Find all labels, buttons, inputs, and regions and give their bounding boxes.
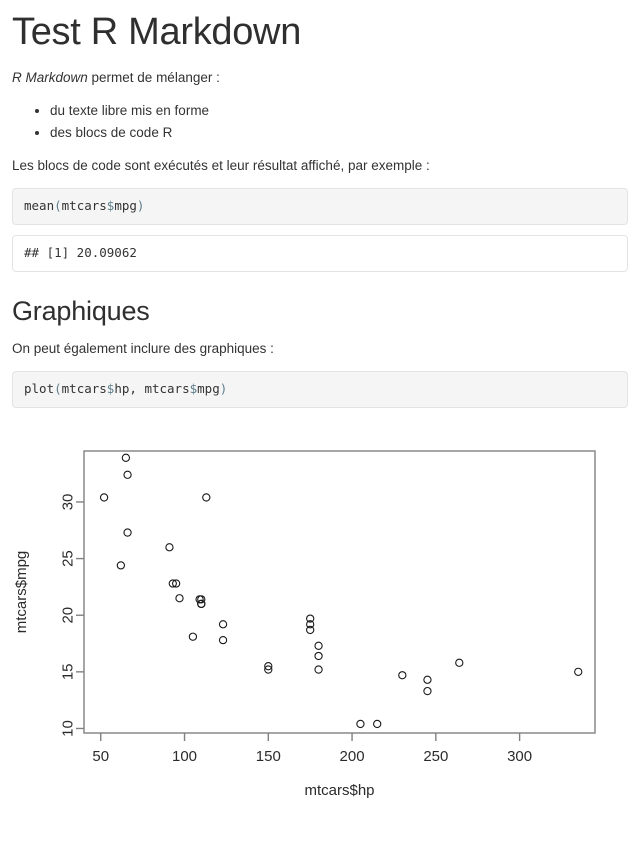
data-point xyxy=(122,454,129,461)
code-output-mean: ## [1] 20.09062 xyxy=(12,235,628,272)
page-title: Test R Markdown xyxy=(12,11,302,53)
code-separator: , xyxy=(129,381,145,397)
code-chunk-plot xyxy=(12,371,628,408)
data-point xyxy=(399,672,406,679)
data-point xyxy=(117,562,124,569)
y-axis-label: mtcars$mpg xyxy=(13,550,30,634)
plots-paragraph: On peut également inclure des graphiques : xyxy=(12,340,274,356)
data-point xyxy=(575,668,582,675)
code-fn: plot xyxy=(24,381,55,397)
data-point xyxy=(315,652,322,659)
data-point xyxy=(196,596,203,603)
plot-box xyxy=(84,451,595,733)
data-point xyxy=(124,471,131,478)
intro-rest: permet de mélanger : xyxy=(87,69,220,85)
data-point xyxy=(315,666,322,673)
code-paren-close: ) xyxy=(219,381,228,397)
data-point xyxy=(203,494,210,501)
data-point xyxy=(424,676,431,683)
code-paren-close: ) xyxy=(136,198,145,214)
code-dollar: $ xyxy=(106,381,115,397)
intro-emphasis: R Markdown xyxy=(12,69,88,85)
data-point xyxy=(176,595,183,602)
code-chunk-mean xyxy=(12,188,628,225)
x-axis-tick-label: 300 xyxy=(507,747,533,765)
x-axis-tick-label: 250 xyxy=(423,747,449,765)
y-axis-tick-label: 30 xyxy=(59,493,77,511)
x-axis-tick-label: 100 xyxy=(172,747,198,765)
mtcars-hp-mpg-scatter xyxy=(0,426,640,818)
code-object: mtcars xyxy=(61,198,107,214)
code-paren-open: ( xyxy=(54,198,62,214)
list-item: • des blocs de code R xyxy=(50,122,628,144)
data-point xyxy=(456,659,463,666)
data-point xyxy=(357,720,364,727)
data-point xyxy=(189,633,196,640)
feature-list xyxy=(12,100,628,144)
data-point xyxy=(315,642,322,649)
list-item: • du texte libre mis en forme xyxy=(50,100,628,122)
code-fn: mean xyxy=(24,198,55,214)
intro-paragraph xyxy=(12,68,628,88)
data-point xyxy=(219,636,226,643)
data-point xyxy=(198,596,205,603)
x-axis-tick-label: 150 xyxy=(255,747,281,765)
code-object: mtcars xyxy=(61,381,107,397)
code-dollar: $ xyxy=(189,381,198,397)
data-point xyxy=(101,494,108,501)
rmarkdown-document xyxy=(0,0,640,408)
code-field: hp xyxy=(114,381,130,397)
x-axis-label: mtcars$hp xyxy=(304,781,375,799)
code-field: mpg xyxy=(114,198,137,214)
x-axis-tick-label: 200 xyxy=(339,747,365,765)
y-axis-tick-label: 25 xyxy=(59,550,77,567)
code-paren-open: ( xyxy=(54,381,62,397)
section-heading-graphiques: Graphiques xyxy=(12,295,150,326)
code-field: mpg xyxy=(197,381,220,397)
y-axis-tick-label: 10 xyxy=(59,720,77,737)
data-point xyxy=(219,621,226,628)
y-axis-tick-label: 20 xyxy=(59,606,77,624)
code-object: mtcars xyxy=(144,381,190,397)
y-axis-tick-label: 15 xyxy=(59,663,77,681)
data-point xyxy=(124,529,131,536)
exec-paragraph: Les blocs de code sont exécutés et leur résultat affiché, par exemple : xyxy=(12,157,430,173)
data-point xyxy=(166,544,173,551)
data-point xyxy=(424,687,431,694)
code-dollar: $ xyxy=(106,198,115,214)
scatter-plot-figure xyxy=(0,426,640,818)
x-axis-tick-label: 50 xyxy=(92,747,110,765)
data-point xyxy=(374,720,381,727)
